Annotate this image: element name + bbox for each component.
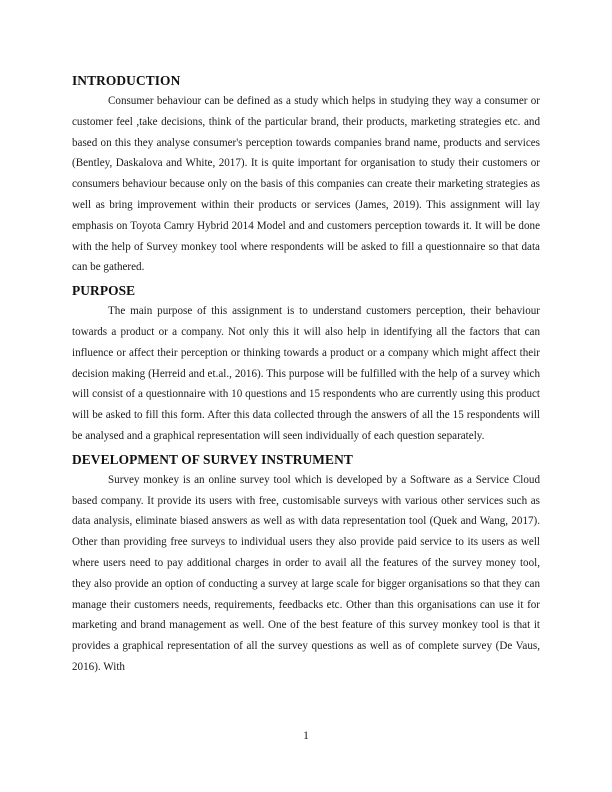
paragraph-introduction: Consumer behaviour can be defined as a study which helps in studying they way a consumer or customer feel ,take decisions, think of the particular brand, their products, marketing strategies etc. and based on this they analyse consumer's perception towards companies brand name, products and services (Bentley, Daskalova and White, 2017). It is quite important for organisation to study their customers or consumers behaviour because only on the basis of this companies can create their marketing strategies as well as bring improvement within their products or services (James, 2019). This assignment will lay emphasis on Toyota Camry Hybrid 2014 Model and and customers perception towards it. It will be done with the help of Survey monkey tool where respondents will be asked to fill a questionnaire so that data can be gathered. xyxy=(72,95,540,274)
section-purpose xyxy=(72,281,540,447)
paragraph-development-of-survey-instrument: Survey monkey is an online survey tool which is developed by a Software as a Service Cloud based company. It provide its users with free, customisable surveys with various other services such as data analysis, eliminate biased answers as well as with data representation tool (Quek and Wang, 2017). Other than providing free surveys to individual users they also provide paid service to its users as well where users need to pay additional charges in order to avail all the features of the survey money tool, they also provide an option of conducting a survey at large scale for bigger organisations so that they can manage their customers needs, requirements, feedbacks etc. Other than this organisations can use it for marketing and brand management as well. One of the best feature of this survey monkey tool is that it provides a graphical representation of all the survey questions as well as of complete survey (De Vaus, 2016). With xyxy=(72,473,540,673)
heading-development-of-survey-instrument: DEVELOPMENT OF SURVEY INSTRUMENT xyxy=(72,451,353,467)
paragraph-purpose: The main purpose of this assignment is to understand customers perception, their behaviour towards a product or a company. Not only this it will also help in identifying all the factors that can influence or affect their perception or thinking towards a product or a company which might affect their decision making (Herreid and et.al., 2016). This purpose will be fulfilled with the help of a survey which will consist of a questionnaire with 10 questions and 15 respondents who are currently using this product will be asked to fill this form. After this data collected through the answers of all the 15 respondents will be analysed and a graphical representation will seen individually of each question separately. xyxy=(72,305,540,442)
section-development-of-survey-instrument xyxy=(72,450,540,678)
section-introduction xyxy=(72,71,540,278)
heading-purpose: PURPOSE xyxy=(72,283,136,299)
heading-introduction: INTRODUCTION xyxy=(72,73,181,88)
page-number: 1 xyxy=(303,730,309,742)
page-content xyxy=(72,68,540,678)
